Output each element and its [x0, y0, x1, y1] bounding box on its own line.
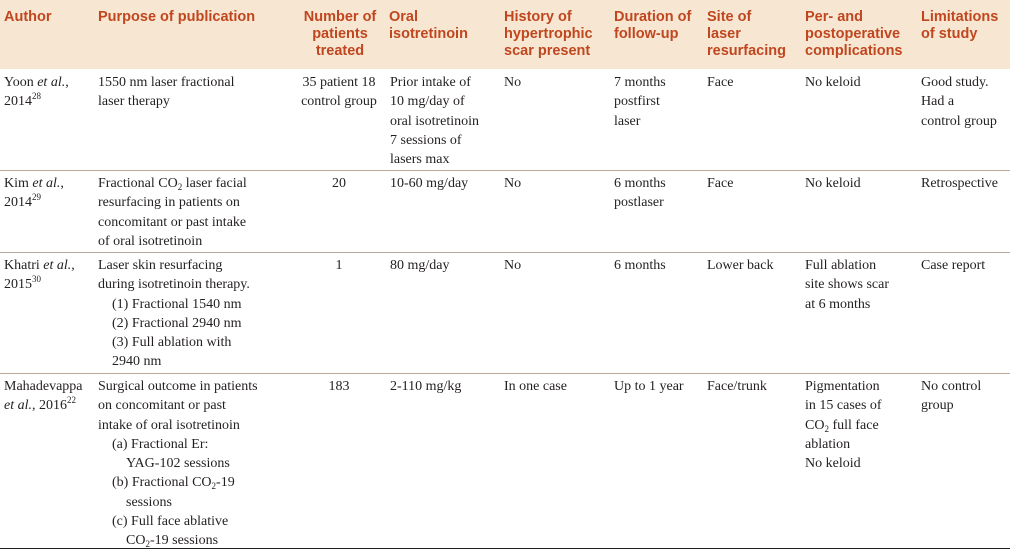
- row3-complications: Full ablation site shows scar at 6 months: [805, 258, 889, 312]
- row1-author: Yoon et al., 2014$^{28}$: [4, 75, 69, 110]
- row4-history: In one case: [504, 379, 567, 394]
- row3-purpose: Laser skin resurfacing during isotretinoin therapy. (1) Fractional 1540 nm (2) Fractional 2940 nm (3) Full ablation with 2940 nm: [98, 258, 250, 370]
- row3-isotretinoin: 80 mg/day: [390, 258, 450, 273]
- row4-patients: 183: [328, 379, 350, 394]
- row1-patients: 35 patient 18 control group: [301, 75, 377, 110]
- row4-limitations: No control group: [921, 379, 982, 414]
- row4-complications: Pigmentation in 15 cases of $CO_2$ full face ablation No keloid: [805, 379, 882, 472]
- row2-site: Face: [707, 176, 734, 191]
- table-bottom-rule: [0, 548, 1010, 549]
- row3-site: Lower back: [707, 258, 774, 273]
- row-divider: [0, 252, 1010, 253]
- header-duration: Duration of follow-up: [614, 9, 692, 42]
- row3-patients: 1: [335, 258, 343, 273]
- row4-isotretinoin: 2-110 mg/kg: [390, 379, 462, 394]
- row2-history: No: [504, 176, 522, 191]
- header-history: History of hypertrophic scar present: [504, 9, 593, 59]
- row1-site: Face: [707, 75, 734, 90]
- row2-limitations: Retrospective: [921, 176, 998, 191]
- row1-isotretinoin: Prior intake of 10 mg/day of oral isotretinoin 7 sessions of lasers max: [390, 75, 480, 168]
- header-complications: Per- and postoperative complications: [805, 9, 903, 59]
- row4-author: Mahadevappa et al., 2016$^{22}$: [4, 379, 83, 414]
- row1-history: No: [504, 75, 522, 90]
- row-divider: [0, 170, 1010, 171]
- row3-author: Khatri et al., 2015$^{30}$: [4, 258, 75, 293]
- header-patients: Number of patients treated: [303, 9, 377, 59]
- row1-duration: 7 months postfirst laser: [614, 75, 666, 129]
- row2-purpose: Fractional $CO_2$ laser facial resurfacing in patients on concomitant or past intake of oral isotretinoin: [98, 176, 247, 249]
- header-author: Author: [4, 9, 52, 25]
- row3-history: No: [504, 258, 522, 273]
- header-purpose: Purpose of publication: [98, 9, 256, 25]
- row2-complications: No keloid: [805, 176, 861, 191]
- table-header: [0, 0, 1010, 69]
- row3-duration: 6 months: [614, 258, 666, 273]
- row1-limitations: Good study. Had a control group: [921, 75, 997, 129]
- row4-site: Face/trunk: [707, 379, 767, 394]
- row2-isotretinoin: 10-60 mg/day: [390, 176, 469, 191]
- row2-author: Kim et al., 2014$^{29}$: [4, 176, 64, 211]
- header-limitations: Limitations of study: [921, 9, 999, 42]
- header-site: Site of laser resurfacing: [707, 9, 786, 59]
- row3-limitations: Case report: [921, 258, 986, 273]
- row2-patients: 20: [332, 176, 346, 191]
- row-divider: [0, 373, 1010, 374]
- row4-purpose: Surgical outcome in patients on concomitant or past intake of oral isotretinoin (a) Fractional Er: YAG-102 sessions (b) Fractional $CO_2-19$ sessions (c) Full face ablative $CO_2-19$ sessions: [98, 379, 258, 550]
- row4-duration: Up to 1 year: [614, 379, 684, 394]
- row1-purpose: 1550 nm laser fractional laser therapy: [98, 75, 235, 110]
- header-isotretinoin: Oral isotretinoin: [389, 9, 468, 42]
- row2-duration: 6 months postlaser: [614, 176, 666, 211]
- row1-complications: No keloid: [805, 75, 861, 90]
